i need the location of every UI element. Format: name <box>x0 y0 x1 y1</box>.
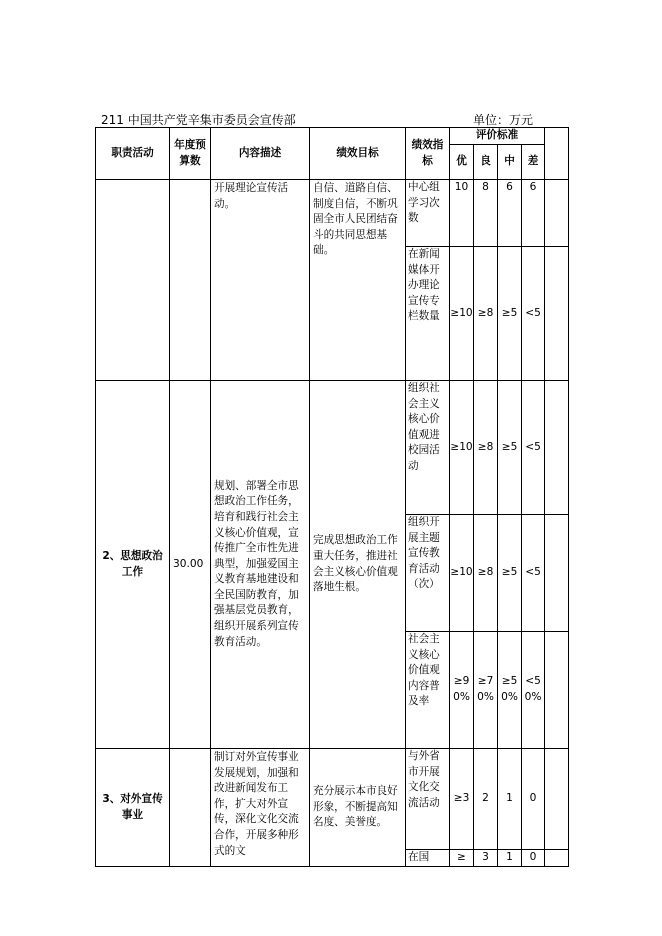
score-medium: ≥5 <box>498 381 522 515</box>
goal-cell: 完成思想政治工作重大任务，推进社会主义核心价值观落地生根。 <box>310 381 406 749</box>
header-poor: 差 <box>522 145 545 180</box>
header-row <box>96 128 569 145</box>
activity-cell: 3、对外宣传事业 <box>96 749 170 867</box>
score-poor: 6 <box>522 180 545 247</box>
extra-cell <box>545 749 569 850</box>
score-excellent: ≥90% <box>450 632 474 749</box>
header-medium: 中 <box>498 145 522 180</box>
performance-table <box>95 127 569 867</box>
score-medium: ≥5 <box>498 515 522 632</box>
extra-cell <box>545 247 569 381</box>
budget-cell <box>170 749 211 867</box>
score-medium: 1 <box>498 850 522 867</box>
extra-cell <box>545 850 569 867</box>
extra-cell <box>545 515 569 632</box>
indicator-cell: 组织开展主题宣传教育活动（次） <box>406 515 450 632</box>
score-excellent: 10 <box>450 180 474 247</box>
score-excellent: ≥3 <box>450 749 474 850</box>
header-description: 内容描述 <box>211 128 310 180</box>
description-cell: 规划、部署全市思想政治工作任务，培育和践行社会主义核心价值观，宣传推广全市性先进典型，加强爱国主义教育基地建设和全民国防教育，加强基层党员教育，组织开展系列宣传教育活动。 <box>211 381 310 749</box>
header-budget: 年度预算数 <box>170 128 211 180</box>
indicator-cell: 在国 <box>406 850 450 867</box>
score-medium: ≥50% <box>498 632 522 749</box>
score-poor: <5 <box>522 515 545 632</box>
description-cell: 制订对外宣传事业发展规划，加强和改进新闻发布工作，扩大对外宣传，深化文化交流合作，开展多种形式的文 <box>211 749 310 867</box>
score-good: ≥8 <box>474 381 498 515</box>
score-medium: 6 <box>498 180 522 247</box>
activity-cell: 2、思想政治工作 <box>96 381 170 749</box>
table-row <box>96 180 569 247</box>
extra-cell <box>545 632 569 749</box>
score-good: ≥8 <box>474 247 498 381</box>
unit-label: 单位：万元 <box>473 113 534 127</box>
score-medium: ≥5 <box>498 247 522 381</box>
indicator-cell: 与外省市开展文化交流活动 <box>406 749 450 850</box>
header-criteria: 评价标准 <box>450 128 545 145</box>
activity-cell <box>96 180 170 381</box>
header-extra-col <box>545 128 569 180</box>
score-poor: <50% <box>522 632 545 749</box>
score-poor: 0 <box>522 850 545 867</box>
score-excellent: ≥ <box>450 850 474 867</box>
score-medium: 1 <box>498 749 522 850</box>
score-good: 8 <box>474 180 498 247</box>
indicator-cell: 社会主义核心价值观内容普及率 <box>406 632 450 749</box>
header-excellent: 优 <box>450 145 474 180</box>
department-name: 211 中国共产党辛集市委员会宣传部 <box>101 113 296 127</box>
extra-cell <box>545 381 569 515</box>
score-good: 3 <box>474 850 498 867</box>
indicator-cell: 在新闻媒体开办理论宣传专栏数量 <box>406 247 450 381</box>
description-cell: 开展理论宣传活动。 <box>211 180 310 381</box>
table-row <box>96 381 569 515</box>
header-good: 良 <box>474 145 498 180</box>
score-good: ≥70% <box>474 632 498 749</box>
score-good: ≥8 <box>474 515 498 632</box>
score-poor: 0 <box>522 749 545 850</box>
header-activity: 职责活动 <box>96 128 170 180</box>
indicator-cell: 中心组学习次数 <box>406 180 450 247</box>
header-goal: 绩效目标 <box>310 128 406 180</box>
table-row <box>96 749 569 850</box>
indicator-cell: 组织社会主义核心价值观进校园活动 <box>406 381 450 515</box>
score-poor: <5 <box>522 247 545 381</box>
score-excellent: ≥10 <box>450 247 474 381</box>
goal-cell: 充分展示本市良好形象，不断提高知名度、美誉度。 <box>310 749 406 867</box>
budget-cell: 30.00 <box>170 381 211 749</box>
score-excellent: ≥10 <box>450 515 474 632</box>
goal-cell: 自信、道路自信、制度自信，不断巩固全市人民团结奋斗的共同思想基础。 <box>310 180 406 381</box>
score-poor: <5 <box>522 381 545 515</box>
header-indicator: 绩效指标 <box>406 128 450 180</box>
extra-cell <box>545 180 569 247</box>
score-good: 2 <box>474 749 498 850</box>
score-excellent: ≥10 <box>450 381 474 515</box>
budget-cell <box>170 180 211 381</box>
